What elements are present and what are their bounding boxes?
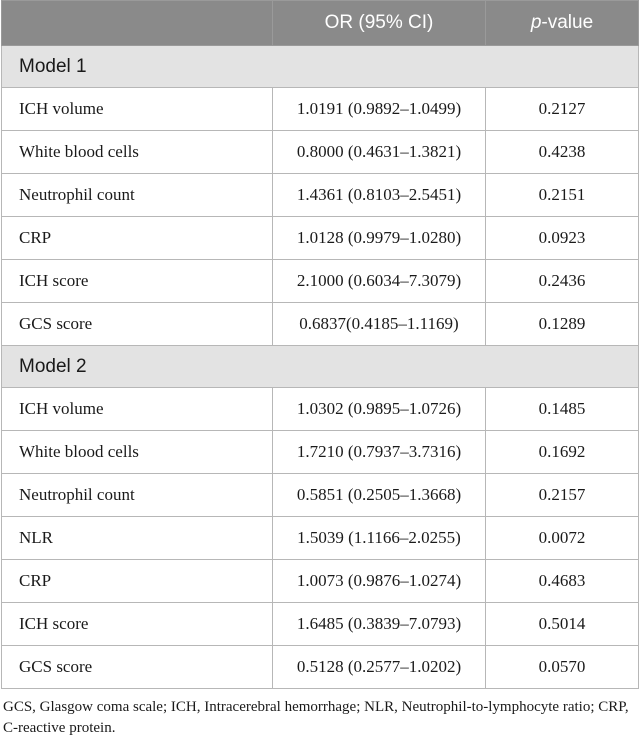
odds-ratio-cell: 1.0073 (0.9876–1.0274) (273, 560, 486, 603)
variable-name-cell: Neutrophil count (2, 174, 273, 217)
p-value-cell: 0.1692 (486, 431, 639, 474)
section-header-row (2, 346, 639, 388)
section-title: Model 2 (2, 346, 639, 388)
variable-name-cell: White blood cells (2, 431, 273, 474)
variable-name-cell: GCS score (2, 303, 273, 346)
variable-name-cell: White blood cells (2, 131, 273, 174)
section-header-row (2, 46, 639, 88)
p-value-cell: 0.1289 (486, 303, 639, 346)
p-value-cell: 0.0072 (486, 517, 639, 560)
table-row (2, 517, 639, 560)
p-value-cell: 0.2127 (486, 88, 639, 131)
table-row (2, 131, 639, 174)
table-row (2, 560, 639, 603)
variable-name-cell: Neutrophil count (2, 474, 273, 517)
odds-ratio-cell: 1.0191 (0.9892–1.0499) (273, 88, 486, 131)
p-value-cell: 0.5014 (486, 603, 639, 646)
odds-ratio-cell: 1.4361 (0.8103–2.5451) (273, 174, 486, 217)
table-row (2, 431, 639, 474)
variable-name-cell: ICH score (2, 260, 273, 303)
variable-name-cell: GCS score (2, 646, 273, 689)
header-or-ci: OR (95% CI) (273, 1, 486, 46)
header-p-italic: p (530, 12, 542, 33)
odds-ratio-cell: 1.0302 (0.9895–1.0726) (273, 388, 486, 431)
table-row (2, 303, 639, 346)
odds-ratio-table (1, 0, 639, 689)
table-row (2, 388, 639, 431)
p-value-cell: 0.2157 (486, 474, 639, 517)
p-value-cell: 0.0923 (486, 217, 639, 260)
p-value-cell: 0.2436 (486, 260, 639, 303)
table-header (2, 1, 639, 46)
header-p-value (486, 1, 639, 46)
table-row (2, 646, 639, 689)
odds-ratio-cell: 2.1000 (0.6034–7.3079) (273, 260, 486, 303)
odds-ratio-cell: 0.5128 (0.2577–1.0202) (273, 646, 486, 689)
header-row (2, 1, 639, 46)
odds-ratio-cell: 1.7210 (0.7937–3.7316) (273, 431, 486, 474)
variable-name-cell: CRP (2, 560, 273, 603)
variable-name-cell: CRP (2, 217, 273, 260)
section-title: Model 1 (2, 46, 639, 88)
table-row (2, 260, 639, 303)
p-value-cell: 0.1485 (486, 388, 639, 431)
variable-name-cell: ICH volume (2, 88, 273, 131)
table-row (2, 474, 639, 517)
table-row (2, 217, 639, 260)
p-value-cell: 0.0570 (486, 646, 639, 689)
odds-ratio-cell: 0.5851 (0.2505–1.3668) (273, 474, 486, 517)
odds-ratio-cell: 1.0128 (0.9979–1.0280) (273, 217, 486, 260)
p-value-cell: 0.4683 (486, 560, 639, 603)
p-value-cell: 0.2151 (486, 174, 639, 217)
header-blank-cell (2, 1, 273, 46)
odds-ratio-cell: 0.8000 (0.4631–1.3821) (273, 131, 486, 174)
odds-ratio-cell: 0.6837(0.4185–1.1169) (273, 303, 486, 346)
variable-name-cell: NLR (2, 517, 273, 560)
table-body (2, 46, 639, 689)
table-row (2, 603, 639, 646)
table-row (2, 88, 639, 131)
p-value-cell: 0.4238 (486, 131, 639, 174)
variable-name-cell: ICH volume (2, 388, 273, 431)
table-footnote: GCS, Glasgow coma scale; ICH, Intracerebral hemorrhage; NLR, Neutrophil-to-lymphocyte ratio; CRP, C-reactive protein. (3, 699, 629, 736)
table-row (2, 174, 639, 217)
odds-ratio-cell: 1.5039 (1.1166–2.0255) (273, 517, 486, 560)
variable-name-cell: ICH score (2, 603, 273, 646)
odds-ratio-cell: 1.6485 (0.3839–7.0793) (273, 603, 486, 646)
header-p-rest: -value (541, 12, 594, 33)
